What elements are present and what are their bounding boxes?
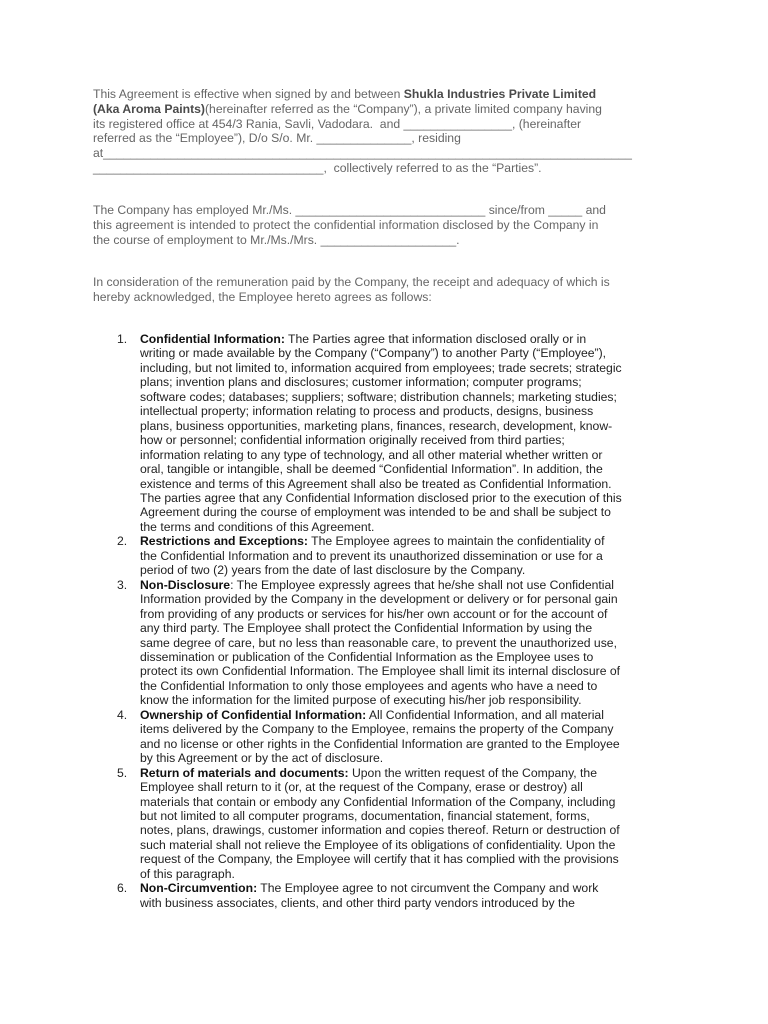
clause-line: from providing of any products or services for his/her own account or for the account of	[140, 606, 608, 621]
clause-line: The parties agree that any Confidential Information disclosed prior to the execution of this	[140, 490, 622, 505]
clause-line: any third party. The Employee shall protect the Confidential Information by using the	[140, 621, 593, 636]
clause-confidential-information	[108, 332, 688, 534]
intro-line-2: (Aka Aroma Paints)(hereinafter referred as the “Company”), a private limited company having	[93, 101, 602, 116]
clause-heading: Confidential Information:	[140, 332, 285, 346]
clause-line: how or personnel; confidential information originally received from third parties;	[140, 433, 565, 448]
clause-non-disclosure	[108, 578, 688, 708]
clause-line: the Confidential Information and to prevent its unauthorized dissemination or use for a	[140, 548, 603, 563]
clause-line: materials that contain or embody any Confidential Information of the Company, including	[140, 794, 616, 809]
clause-heading: Restrictions and Exceptions:	[140, 534, 308, 549]
clause-line: the terms and conditions of this Agreement.	[140, 519, 375, 534]
intro-line-4: referred as the “Employee”), D/o S/o. Mr. ______________, residing	[93, 131, 461, 146]
clause-line: dissemination or publication of the Confidential Information as the Employee uses to	[140, 649, 594, 664]
clause-line: items delivered by the Company to the Employee, remains the property of the Company	[140, 722, 614, 737]
consideration-line-1: In consideration of the remuneration paid by the Company, the receipt and adequacy of which is	[93, 275, 610, 289]
clause-line: Restrictions and Exceptions: The Employee agrees to maintain the confidentiality of	[140, 534, 605, 549]
clause-number: 2.	[117, 534, 128, 549]
clause-line: same degree of care, but no less than reasonable care, to prevent the unauthorized use,	[140, 635, 617, 650]
clause-number: 4.	[117, 707, 128, 722]
clause-line: oral, tangible or intangible, shall be deemed “Confidential Information”. In addition, the	[140, 462, 603, 477]
clause-line: existence and terms of this Agreement shall also be treated as Confidential Information.	[140, 476, 612, 491]
clause-return-of-materials-and-documents	[108, 766, 688, 882]
clause-line: information relating to any type of technology, and all other material whether written or	[140, 447, 603, 462]
clause-line: notes, plans, drawings, customer information and copies thereof. Return or destruction of	[140, 823, 620, 838]
employment-line-3: the course of employment to Mr./Ms./Mrs. ____________________.	[93, 233, 460, 247]
clause-line: period of two (2) years from the date of last disclosure by the Company.	[140, 563, 526, 578]
clause-line: but not limited to all computer programs, documentation, financial statement, forms,	[140, 808, 590, 823]
clause-line: Confidential Information: The Parties agree that information disclosed orally or in	[140, 332, 587, 346]
clause-heading: Non-Disclosure	[140, 577, 231, 592]
intro-line-6: __________________________________, collectively referred to as the “Parties”.	[93, 160, 542, 175]
clause-list	[108, 332, 688, 910]
clause-line: by this Agreement or by the act of disclosure.	[140, 751, 384, 766]
clause-line: Non-Disclosure: The Employee expressly agrees that he/she shall not use Confidential	[140, 577, 614, 592]
clause-line: intellectual property; information relating to process and products, designs, business	[140, 404, 594, 419]
clause-number: 1.	[117, 332, 128, 346]
consideration-line-2: hereby acknowledged, the Employee hereto agrees as follows:	[93, 290, 432, 304]
clause-non-circumvention	[108, 881, 688, 910]
clause-line: including, but not limited to, information acquired from employees; trade secrets; strategic	[140, 360, 622, 375]
intro-line-5: at______________________________________________________________________________	[93, 146, 632, 161]
clause-number: 6.	[117, 881, 128, 896]
clause-line: protect its own Confidential Information. The Employee shall limit its internal disclosure of	[140, 664, 621, 679]
clause-line: Return of materials and documents: Upon the written request of the Company, the	[140, 765, 597, 780]
company-name: Shukla Industries Private Limited	[403, 87, 597, 101]
intro-line-3: its registered office at 454/3 Rania, Savli, Vadodara. and ________________, (hereinafter	[93, 116, 582, 131]
clause-line: writing or made available by the Company (“Company”) to another Party (“Employee”),	[140, 346, 607, 361]
employment-paragraph	[93, 203, 693, 248]
company-alias: (Aka Aroma Paints)	[93, 101, 205, 116]
clause-heading: Return of materials and documents:	[140, 765, 349, 780]
consideration-paragraph	[93, 275, 693, 305]
clause-restrictions-and-exceptions	[108, 534, 688, 577]
clause-line: Ownership of Confidential Information: All Confidential Information, and all material	[140, 707, 604, 722]
clause-number: 5.	[117, 765, 128, 780]
clause-line: Information provided by the Company in the development or delivery or for personal gain	[140, 592, 618, 607]
clause-line: such material shall not relieve the Employee of its obligations of confidentiality. Upon the	[140, 837, 616, 852]
clause-line: and no license or other rights in the Confidential Information are granted to the Employee	[140, 736, 620, 751]
clause-line: Employee shall return to it (or, at the request of the Company, erase or destroy) all	[140, 780, 583, 795]
agreement-intro-paragraph	[93, 87, 693, 176]
clause-line: with business associates, clients, and other third party vendors introduced by the	[140, 895, 575, 910]
clause-line: software codes; databases; suppliers; software; distribution channels; marketing studies;	[140, 389, 617, 404]
clause-line: plans, business opportunities, marketing plans, finances, research, development, know-	[140, 418, 613, 433]
clause-line: plans; invention plans and disclosures; customer information; computer programs;	[140, 375, 582, 390]
intro-line-1: This Agreement is effective when signed by and between Shukla Industries Private Limited	[93, 87, 597, 101]
clause-line: of this paragraph.	[140, 866, 235, 881]
clause-line: Agreement during the course of employment was intended to be and shall be subject to	[140, 505, 611, 520]
clause-heading: Non-Circumvention:	[140, 881, 258, 896]
employment-line-2: this agreement is intended to protect the confidential information disclosed by the Company in	[93, 218, 599, 232]
clause-number: 3.	[117, 577, 128, 592]
clause-ownership-of-confidential-information	[108, 708, 688, 766]
clause-line: Non-Circumvention: The Employee agree to not circumvent the Company and work	[140, 881, 599, 896]
clause-line: know the information for the limited purpose of executing his/her job responsibility.	[140, 693, 582, 708]
clause-line: the Confidential Information to only those employees and agents who have a need to	[140, 678, 598, 693]
clause-heading: Ownership of Confidential Information:	[140, 707, 367, 722]
employment-line-1: The Company has employed Mr./Ms. ____________________________ since/from _____ and	[93, 203, 606, 217]
clause-line: request of the Company, the Employee will certify that it has complied with the provisions	[140, 852, 619, 867]
